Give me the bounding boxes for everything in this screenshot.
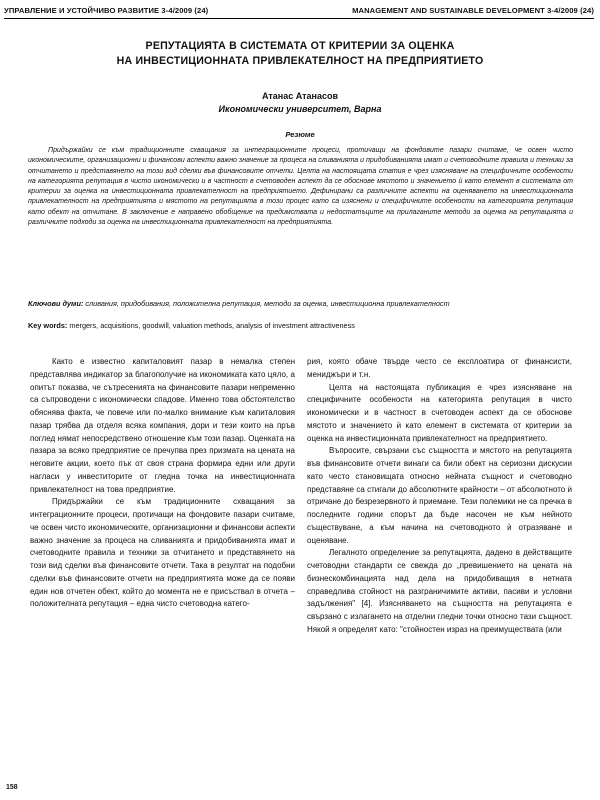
article-title-line-2: НА ИНВЕСТИЦИОННАТА ПРИВЛЕКАТЕЛНОСТ НА ПРЕДПРИЯТИЕТО	[116, 55, 484, 67]
keywords-bg-label: Ключови думи:	[28, 299, 84, 308]
running-header	[4, 4, 594, 19]
author-name: Атанас Атанасов	[261, 91, 338, 101]
body-column-right	[307, 356, 572, 637]
keywords-en	[28, 321, 573, 331]
body-column-left	[30, 356, 295, 611]
page-number: 158	[6, 784, 18, 791]
keywords-bg	[28, 299, 573, 309]
body-paragraph: Целта на настоящата публикация е чрез изясняване на специфичните особености на категорията репутация в чисто икономически и в частност в счетоводен аспект да се обоснове мястото и значението ѝ като елемент в системата от критерии за оценка на инвестиционната привлекателност на предприятието.	[307, 382, 572, 443]
keywords-en-text: mergers, acquisitions, goodwill, valuation methods, analysis of investment attractiveness	[69, 321, 355, 330]
keywords-en-label: Key words:	[28, 321, 68, 330]
journal-name-bg: УПРАВЛЕНИЕ И УСТОЙЧИВО РАЗВИТИЕ 3-4/2009 (24)	[4, 6, 209, 15]
author-affiliation: Икономически университет, Варна	[218, 104, 382, 114]
body-paragraph: Въпросите, свързани със същността и мястото на репутацията във финансовите отчети винаги са били обект на сериозни дискусии като често становищата относно нейната същност и счетоводно представяне са стигали до абсолютните крайности – от абсолютното ѝ отричане до безрезервното ѝ приемане. Тези полемики не са пречка в последните години спорът да бъде насочен не към нейното съществуване, а към начина на счетоводното ѝ отразяване и оценяване.	[307, 446, 572, 545]
article-title-line-1: РЕПУТАЦИЯТА В СИСТЕМАТА ОТ КРИТЕРИИ ЗА ОЦЕНКА	[145, 40, 455, 52]
keywords-bg-text: сливания, придобивания, положителна репутация, методи за оценка, инвестиционна привлекателност	[85, 299, 450, 308]
abstract-text: Придържайки се към традиционните схващания за интеграционните процеси, протичащи на фондовите пазари считаме, че освен чисто икономическите, организационни и финансови аспекти важно значение за процеса на сливанията и придобиванията имат и счетоводните правила и техники за отчитането и представянето на този вид сделки във финансовите отчети. Целта на настоящата статия е чрез изясняване на специфичните особености на категорията репутация в чисто икономически и в частност в счетоводен аспект да се обоснове мястото и значението ѝ като елемент в системата от критерии за оценка на инвестиционната привлекателност на предприятието. Дефинирани са различните аспекти на оценяването на инвестиционната привлекателност на предприятията и мястото на репутацията в този процес като са изяснени и специфичните особености на категорията репутация като обект на отчитане. В заключение е направено обобщение на предимствата и недостатъците на прилаганите методи за оценка на репутацията и различните подходи за оценка на инвестиционната привлекателност на предприятията.	[28, 147, 573, 227]
journal-name-en: MANAGEMENT AND SUSTAINABLE DEVELOPMENT 3-4/2009 (24)	[352, 6, 594, 15]
body-paragraph-continued: рия, която обаче твърде често се експлоатира от финансисти, мениджъри и т.н.	[307, 357, 572, 379]
body-paragraph: Както е известно капиталовият пазар в немалка степен представлява индикатор за благополучие на икономиката като цяло, а опитът показва, че сътресенията на финансовите пазари непременно са съпроводени с икономически спадове. Именно това обстоятелство обяснява факта, че повече или по-малко внимание към капиталовия пазар трябва да отделя всяка компания, дори и тези които на пръв поглед нямат непосредствено отношение към този пазар. Оценката на пазара за всяко предприятие се пречупва през призмата на цената на неговите акции, което пък от своя страна формира едни или други нагласи у инвеститорите от гледна точка на инвестиционната привлекателност на това предприятие.	[30, 357, 295, 494]
body-paragraph: Легалното определение за репутацията, дадено в действащите счетоводни стандарти се свежда до „превишението на цената на бизнескомбинацията над дела на придобиващия в нетната справедлива стойност на разграничимите активи, пасиви и условни задължения" [4]. Изясняването на същността на репутацията е свързано с излагането на отделни гледни точки относно тази същност. Някой я определят като: "стойностен израз на преимуществата (или	[307, 548, 572, 634]
abstract-heading: Резюме	[285, 130, 315, 139]
body-paragraph: Придържайки се към традиционните схващания за интеграционните процеси, протичащи на фондовите пазари считаме, че освен чисто икономическите, организационни и финансови аспекти важно значение за процеса на сливанията и придобиванията имат и счетоводните правила и техники за отчитането и представянето на този вид сделки във финансовите отчети. Така в резултат на подобни сделки във финансовите отчети на предприятията може да се появи един нов отчетен обект, който до момента не е присъствал в отчета – положителната репутация – една чисто счетоводна катего-	[30, 497, 295, 609]
